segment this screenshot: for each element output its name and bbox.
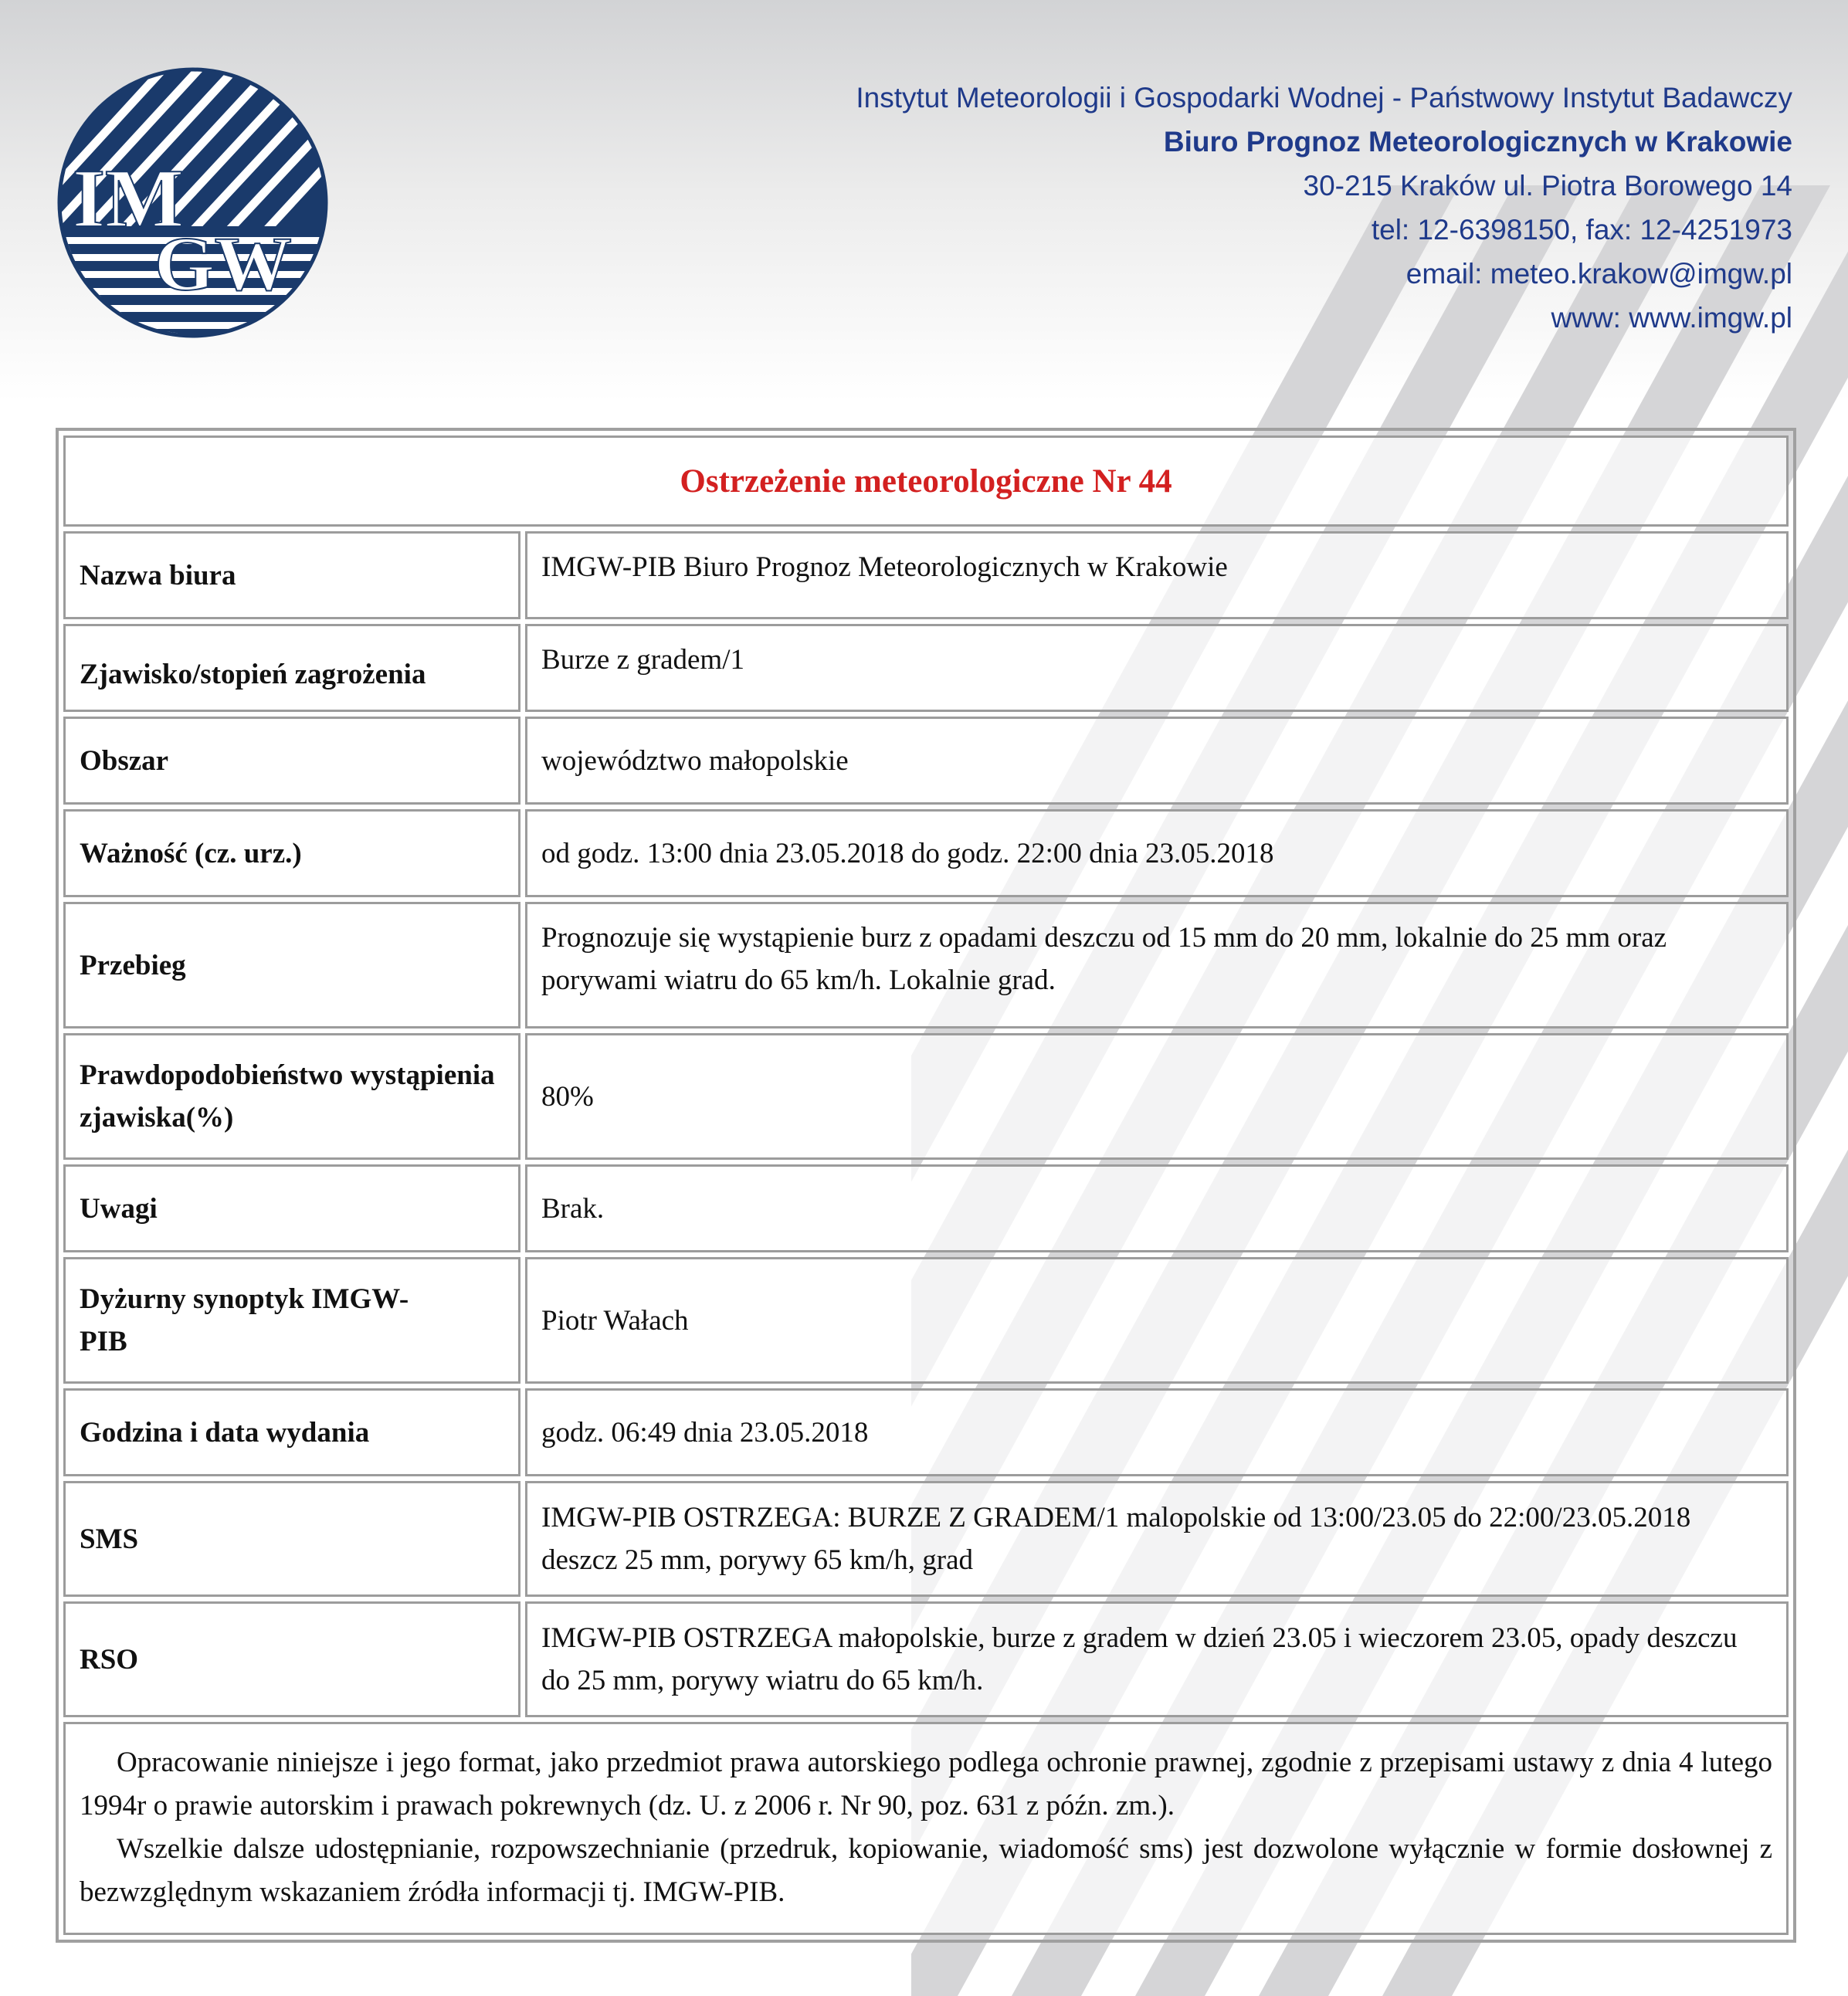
table-row (63, 902, 1789, 1028)
row-value-office: IMGW-PIB Biuro Prognoz Meteorologicznych w Krakowie (525, 531, 1789, 619)
row-label-probability: Prawdopodobieństwo wystąpienia zjawiska(%) (63, 1033, 520, 1160)
row-value-course: Prognozuje się wystąpienie burz z opadami deszczu od 15 mm do 20 mm, lokalnie do 25 mm oraz porywami wiatru do 65 km/h. Lokalnie grad. (525, 902, 1789, 1028)
row-label-area: Obszar (63, 717, 520, 805)
copyright-notice (63, 1722, 1789, 1935)
table-row (63, 809, 1789, 897)
row-label-phenomenon: Zjawisko/stopień zagrożenia (63, 624, 520, 712)
imgw-logo (56, 66, 330, 340)
row-label-rso: RSO (63, 1601, 520, 1717)
institute-name: Instytut Meteorologii i Gospodarki Wodnej - Państwowy Instytut Badawczy (856, 82, 1792, 114)
row-label-issued: Godzina i data wydania (63, 1388, 520, 1476)
distribution-paragraph: Wszelkie dalsze udostępnianie, rozpowszechnianie (przedruk, kopiowanie, wiadomość sms) jest dozwolone wyłącznie w formie dosłownej z bezwzględnym wskazaniem źródła informacji tj. IMGW-PIB. (80, 1833, 1772, 1908)
copyright-paragraph: Opracowanie niniejsze i jego format, jako przedmiot prawa autorskiego podlega ochronie prawnej, zgodnie z przepisami ustawy z dnia 4 lutego 1994r o prawie autorskim i prawach pokrewnych (dz. U. z 2006 r. Nr 90, poz. 631 z późn. zm.). (80, 1747, 1772, 1821)
office-email: email: meteo.krakow@imgw.pl (1405, 258, 1792, 290)
warning-title-row (63, 435, 1789, 527)
warning-title: Ostrzeżenie meteorologiczne Nr 44 (63, 435, 1789, 527)
row-label-office: Nazwa biura (63, 531, 520, 619)
footer-row (63, 1722, 1789, 1935)
svg-text:GW: GW (154, 221, 292, 307)
row-label-forecaster: Dyżurny synoptyk IMGW-PIB (63, 1257, 520, 1384)
office-name: Biuro Prognoz Meteorologicznych w Krakowie (1163, 126, 1792, 158)
office-phone: tel: 12-6398150, fax: 12-4251973 (1371, 214, 1792, 246)
row-value-phenomenon: Burze z gradem/1 (525, 624, 1789, 712)
institute-header (856, 76, 1792, 340)
row-value-validity: od godz. 13:00 dnia 23.05.2018 do godz. 22:00 dnia 23.05.2018 (525, 809, 1789, 897)
table-row (63, 1481, 1789, 1597)
table-row (63, 1033, 1789, 1160)
row-label-course: Przebieg (63, 902, 520, 1028)
row-label-validity: Ważność (cz. urz.) (63, 809, 520, 897)
table-row (63, 1388, 1789, 1476)
svg-text:IM: IM (73, 153, 184, 245)
table-row (63, 1601, 1789, 1717)
row-label-sms: SMS (63, 1481, 520, 1597)
office-address: 30-215 Kraków ul. Piotra Borowego 14 (1303, 170, 1792, 202)
table-row (63, 1257, 1789, 1384)
table-row (63, 717, 1789, 805)
row-value-area: województwo małopolskie (525, 717, 1789, 805)
row-value-sms: IMGW-PIB OSTRZEGA: BURZE Z GRADEM/1 malopolskie od 13:00/23.05 do 22:00/23.05.2018 deszcz 25 mm, porywy 65 km/h, grad (525, 1481, 1789, 1597)
table-row (63, 531, 1789, 619)
row-value-forecaster: Piotr Wałach (525, 1257, 1789, 1384)
table-row (63, 1164, 1789, 1252)
office-website: www: www.imgw.pl (1551, 302, 1792, 334)
row-value-issued: godz. 06:49 dnia 23.05.2018 (525, 1388, 1789, 1476)
warning-table (56, 428, 1796, 1943)
row-value-remarks: Brak. (525, 1164, 1789, 1252)
row-value-rso: IMGW-PIB OSTRZEGA małopolskie, burze z gradem w dzień 23.05 i wieczorem 23.05, opady deszczu do 25 mm, porywy wiatru do 65 km/h. (525, 1601, 1789, 1717)
row-value-probability: 80% (525, 1033, 1789, 1160)
row-label-remarks: Uwagi (63, 1164, 520, 1252)
table-row (63, 624, 1789, 712)
